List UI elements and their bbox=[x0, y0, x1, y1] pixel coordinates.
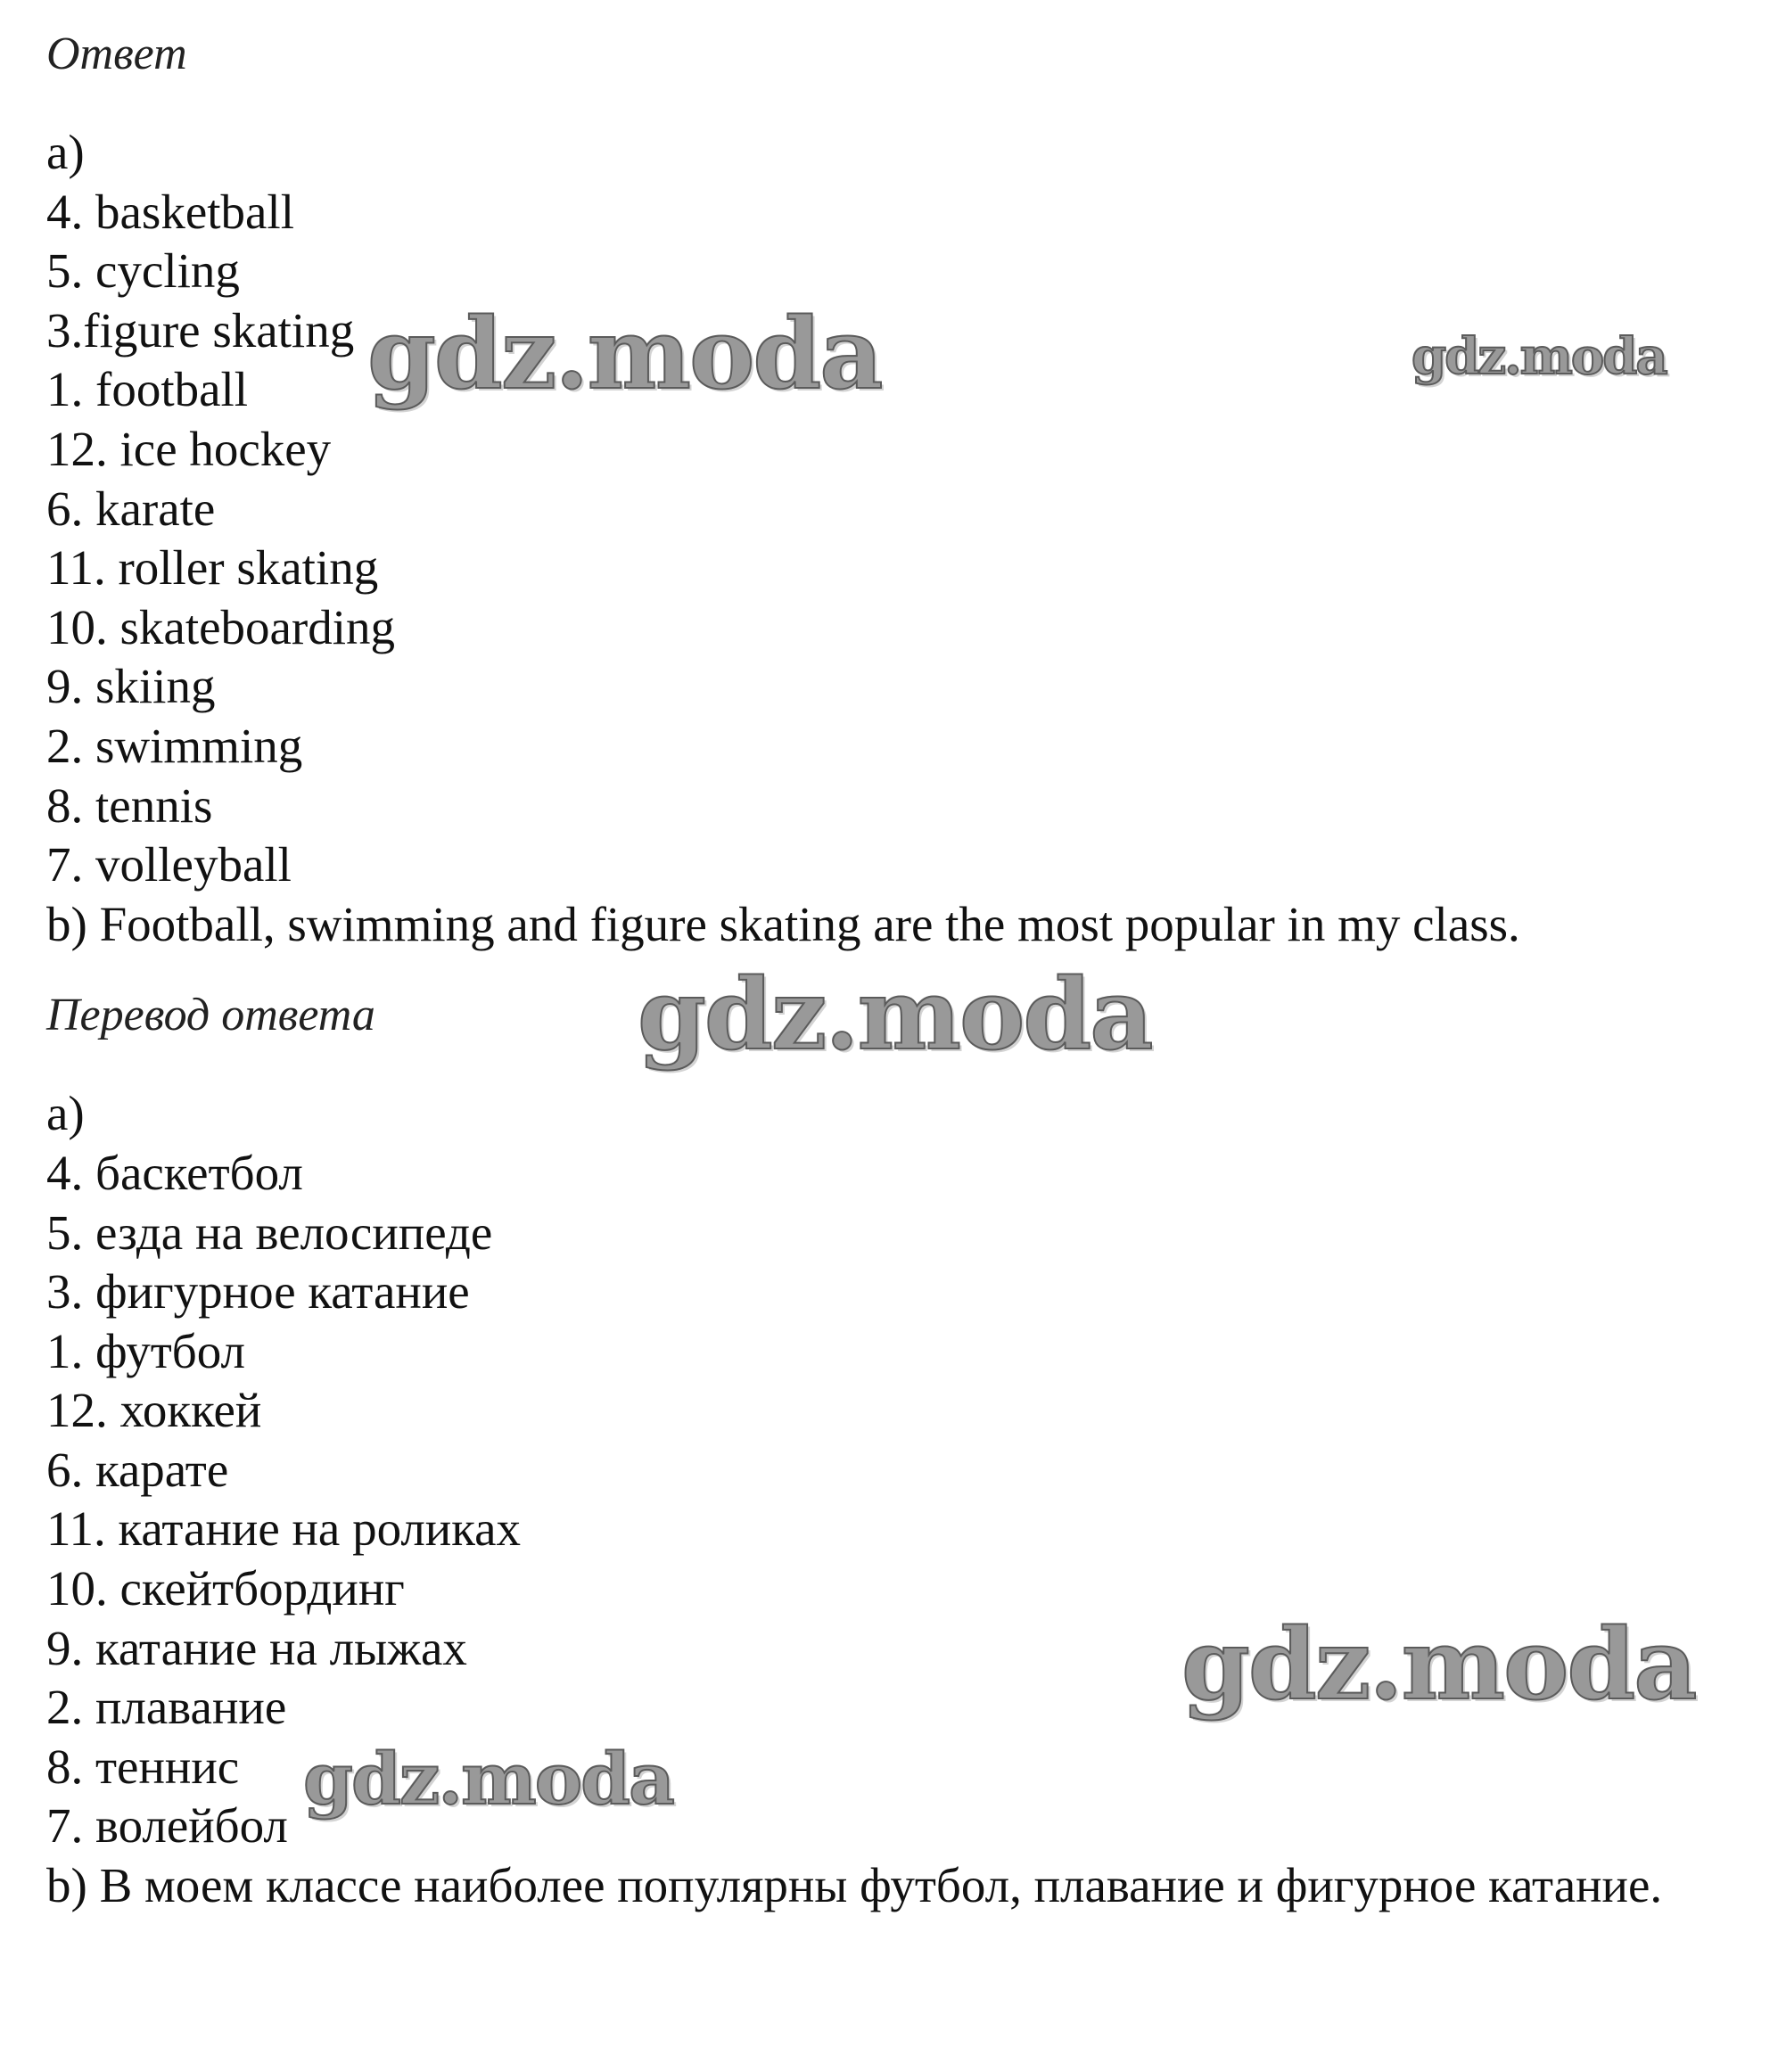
answer-section bbox=[46, 25, 1767, 954]
spacer bbox=[46, 84, 1767, 123]
answer-item: 12. ice hockey bbox=[46, 421, 332, 476]
answer-item: 2. swimming bbox=[46, 718, 303, 773]
spacer bbox=[46, 1045, 1767, 1084]
answer-item: 11. roller skating bbox=[46, 540, 379, 596]
answer-item: 9. skiing bbox=[46, 659, 216, 714]
translation-part-b: b) В моем классе наиболее популярны футбол, плавание и фигурное катание. bbox=[46, 1858, 1663, 1913]
translation-item: 8. теннис bbox=[46, 1739, 240, 1794]
answer-item: 8. tennis bbox=[46, 777, 213, 833]
watermark-logo: gdz.moda bbox=[1181, 1607, 1696, 1722]
answer-item: 6. karate bbox=[46, 481, 216, 536]
translation-item: 10. скейтбординг bbox=[46, 1561, 405, 1616]
translation-item: 5. езда на велосипеде bbox=[46, 1205, 493, 1260]
translation-part-a-label: а) bbox=[46, 1086, 85, 1141]
answer-item: 4. basketball bbox=[46, 184, 294, 239]
translation-item: 6. карате bbox=[46, 1442, 229, 1497]
translation-item: 11. катание на роликах bbox=[46, 1501, 522, 1557]
answer-item: 1. football bbox=[46, 362, 249, 417]
answer-item: 3.figure skating bbox=[46, 302, 355, 358]
answer-item: 5. cycling bbox=[46, 243, 240, 299]
answer-item: 7. volleyball bbox=[46, 837, 292, 892]
translation-section bbox=[46, 986, 1767, 1915]
translation-item: 3. фигурное катание bbox=[46, 1264, 470, 1320]
watermark-logo: gdz.moda bbox=[638, 957, 1152, 1072]
answer-item: 10. skateboarding bbox=[46, 599, 396, 654]
translation-item: 9. катание на лыжах bbox=[46, 1620, 467, 1675]
answer-heading: Ответ bbox=[46, 29, 187, 79]
translation-item: 1. футбол bbox=[46, 1323, 246, 1378]
translation-item: 7. волейбол bbox=[46, 1798, 288, 1854]
translation-item: 4. баскетбол bbox=[46, 1145, 303, 1200]
watermark-logo: gdz.moda bbox=[1412, 327, 1667, 386]
answer-part-b: b) Football, swimming and figure skating are the most popular in my class. bbox=[46, 896, 1520, 951]
translation-heading: Перевод ответа bbox=[46, 990, 375, 1041]
answer-part-a-label: а) bbox=[46, 125, 85, 179]
document-body bbox=[46, 0, 1767, 1916]
translation-item: 12. хоккей bbox=[46, 1383, 262, 1438]
watermark-logo: gdz.moda bbox=[367, 296, 882, 411]
translation-item: 2. плавание bbox=[46, 1680, 287, 1735]
watermark-logo: gdz.moda bbox=[303, 1737, 673, 1821]
